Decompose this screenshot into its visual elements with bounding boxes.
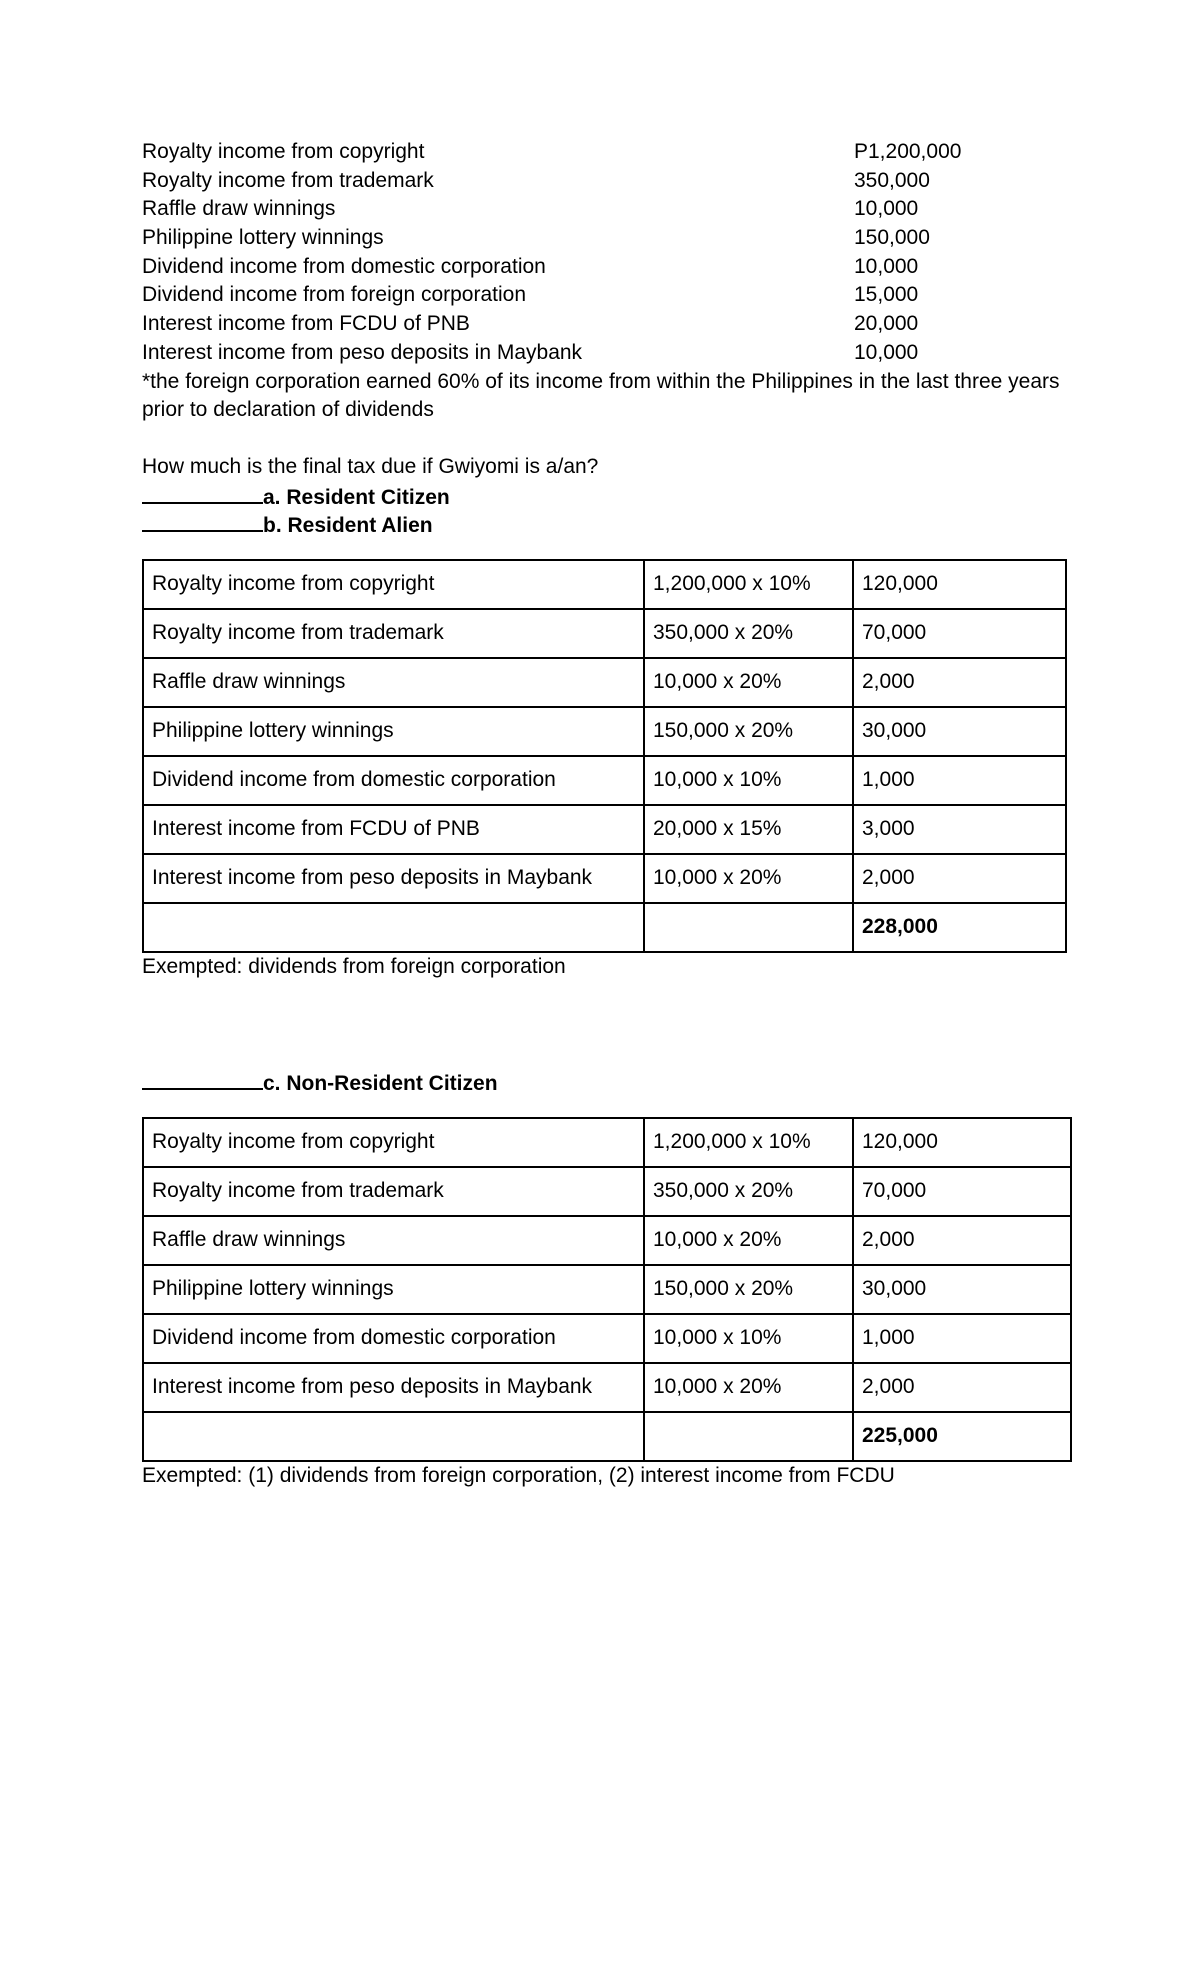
table-row xyxy=(143,1265,1071,1314)
income-amount: P1,200,000 xyxy=(854,140,962,163)
income-cell: Philippine lottery winnings xyxy=(143,1265,644,1314)
empty-cell xyxy=(143,1412,644,1461)
income-item xyxy=(142,138,1072,167)
computation-cell: 1,200,000 x 10% xyxy=(644,1118,853,1167)
income-amount: 20,000 xyxy=(854,312,919,336)
computation-cell: 10,000 x 10% xyxy=(644,1314,853,1363)
choice-label: b. Resident Alien xyxy=(263,514,433,538)
income-cell: Interest income from peso deposits in Maybank xyxy=(143,1363,644,1412)
income-cell: Royalty income from copyright xyxy=(143,560,644,609)
income-label: Royalty income from trademark xyxy=(142,168,434,192)
income-item xyxy=(142,310,1072,339)
table-row xyxy=(143,707,1066,756)
income-item xyxy=(142,224,1072,253)
table-row xyxy=(143,1216,1071,1265)
income-label: Philippine lottery winnings xyxy=(142,226,384,250)
tax-cell: 2,000 xyxy=(853,1363,1071,1412)
choice-label: a. Resident Citizen xyxy=(263,485,450,509)
tax-cell: 1,000 xyxy=(853,1314,1071,1363)
tax-cell: 2,000 xyxy=(853,854,1066,903)
table-row xyxy=(143,1118,1071,1167)
income-cell: Raffle draw winnings xyxy=(143,658,644,707)
income-amount: 150,000 xyxy=(854,226,930,250)
empty-cell xyxy=(143,903,644,952)
income-cell: Dividend income from domestic corporation xyxy=(143,756,644,805)
income-amount: 350,000 xyxy=(854,168,930,192)
exempted-note: Exempted: dividends from foreign corporation xyxy=(142,954,566,978)
income-item xyxy=(142,253,1072,282)
answer-blank xyxy=(142,510,263,532)
table-row xyxy=(143,854,1066,903)
total-row xyxy=(143,903,1066,952)
computation-cell: 150,000 x 20% xyxy=(644,1265,853,1314)
income-cell: Royalty income from copyright xyxy=(143,1118,644,1167)
choice-c xyxy=(142,1068,1072,1097)
exempted-note: Exempted: (1) dividends from foreign corporation, (2) interest income from FCDU xyxy=(142,1463,895,1487)
empty-cell xyxy=(644,903,853,952)
income-label: Dividend income from foreign corporation xyxy=(142,283,527,307)
computation-cell: 350,000 x 20% xyxy=(644,1167,853,1216)
tax-cell: 3,000 xyxy=(853,805,1066,854)
income-cell: Interest income from peso deposits in Maybank xyxy=(143,854,644,903)
answer-blank xyxy=(142,1068,263,1090)
table-row xyxy=(143,805,1066,854)
empty-cell xyxy=(644,1412,853,1461)
income-label: Raffle draw winnings xyxy=(142,197,336,221)
income-cell: Philippine lottery winnings xyxy=(143,707,644,756)
income-amount: 10,000 xyxy=(854,254,919,278)
tax-cell: 1,000 xyxy=(853,756,1066,805)
computation-cell: 10,000 x 20% xyxy=(644,658,853,707)
table-row xyxy=(143,609,1066,658)
total-tax-cell: 228,000 xyxy=(853,903,1066,952)
table-row xyxy=(143,560,1066,609)
choice-b xyxy=(142,510,1072,539)
tax-cell: 2,000 xyxy=(853,1216,1071,1265)
tax-table-nonresident xyxy=(142,1117,1072,1462)
choice-a xyxy=(142,482,1072,511)
income-item xyxy=(142,167,1072,196)
computation-cell: 150,000 x 20% xyxy=(644,707,853,756)
computation-cell: 1,200,000 x 10% xyxy=(644,560,853,609)
tax-table-resident xyxy=(142,559,1067,953)
computation-cell: 10,000 x 20% xyxy=(644,1216,853,1265)
tax-cell: 120,000 xyxy=(853,1118,1071,1167)
tax-cell: 30,000 xyxy=(853,1265,1071,1314)
document-page xyxy=(142,138,1072,1489)
income-item xyxy=(142,281,1072,310)
table-row xyxy=(143,658,1066,707)
total-row xyxy=(143,1412,1071,1461)
question-label: How much is the final tax due if Gwiyomi is a/an? xyxy=(142,454,599,478)
income-item xyxy=(142,339,1072,368)
computation-cell: 10,000 x 20% xyxy=(644,854,853,903)
income-cell: Interest income from FCDU of PNB xyxy=(143,805,644,854)
tax-cell: 70,000 xyxy=(853,609,1066,658)
tax-cell: 120,000 xyxy=(853,560,1066,609)
income-label: Dividend income from domestic corporation xyxy=(142,254,546,278)
table-row xyxy=(143,1167,1071,1216)
computation-cell: 10,000 x 20% xyxy=(644,1363,853,1412)
computation-cell: 20,000 x 15% xyxy=(644,805,853,854)
total-tax-cell: 225,000 xyxy=(853,1412,1071,1461)
tax-cell: 2,000 xyxy=(853,658,1066,707)
income-label: Interest income from peso deposits in Maybank xyxy=(142,340,583,364)
table-row xyxy=(143,1314,1071,1363)
computation-cell: 10,000 x 10% xyxy=(644,756,853,805)
table-row xyxy=(143,756,1066,805)
income-label: Interest income from FCDU of PNB xyxy=(142,312,470,336)
income-item xyxy=(142,195,1072,224)
question-text xyxy=(142,453,1072,482)
income-amount: 15,000 xyxy=(854,283,919,307)
income-list xyxy=(142,138,1072,368)
tax-cell: 70,000 xyxy=(853,1167,1071,1216)
income-cell: Raffle draw winnings xyxy=(143,1216,644,1265)
choice-label: c. Non-Resident Citizen xyxy=(263,1071,498,1095)
income-cell: Royalty income from trademark xyxy=(143,1167,644,1216)
table-row xyxy=(143,1363,1071,1412)
answer-blank xyxy=(142,482,263,504)
income-label: Royalty income from copyright xyxy=(142,140,425,163)
footnote: *the foreign corporation earned 60% of its income from within the Philippines in the last three years prior to declaration of dividends xyxy=(142,369,1060,422)
income-amount: 10,000 xyxy=(854,340,919,364)
computation-cell: 350,000 x 20% xyxy=(644,609,853,658)
income-cell: Royalty income from trademark xyxy=(143,609,644,658)
tax-cell: 30,000 xyxy=(853,707,1066,756)
income-amount: 10,000 xyxy=(854,197,919,221)
income-cell: Dividend income from domestic corporation xyxy=(143,1314,644,1363)
